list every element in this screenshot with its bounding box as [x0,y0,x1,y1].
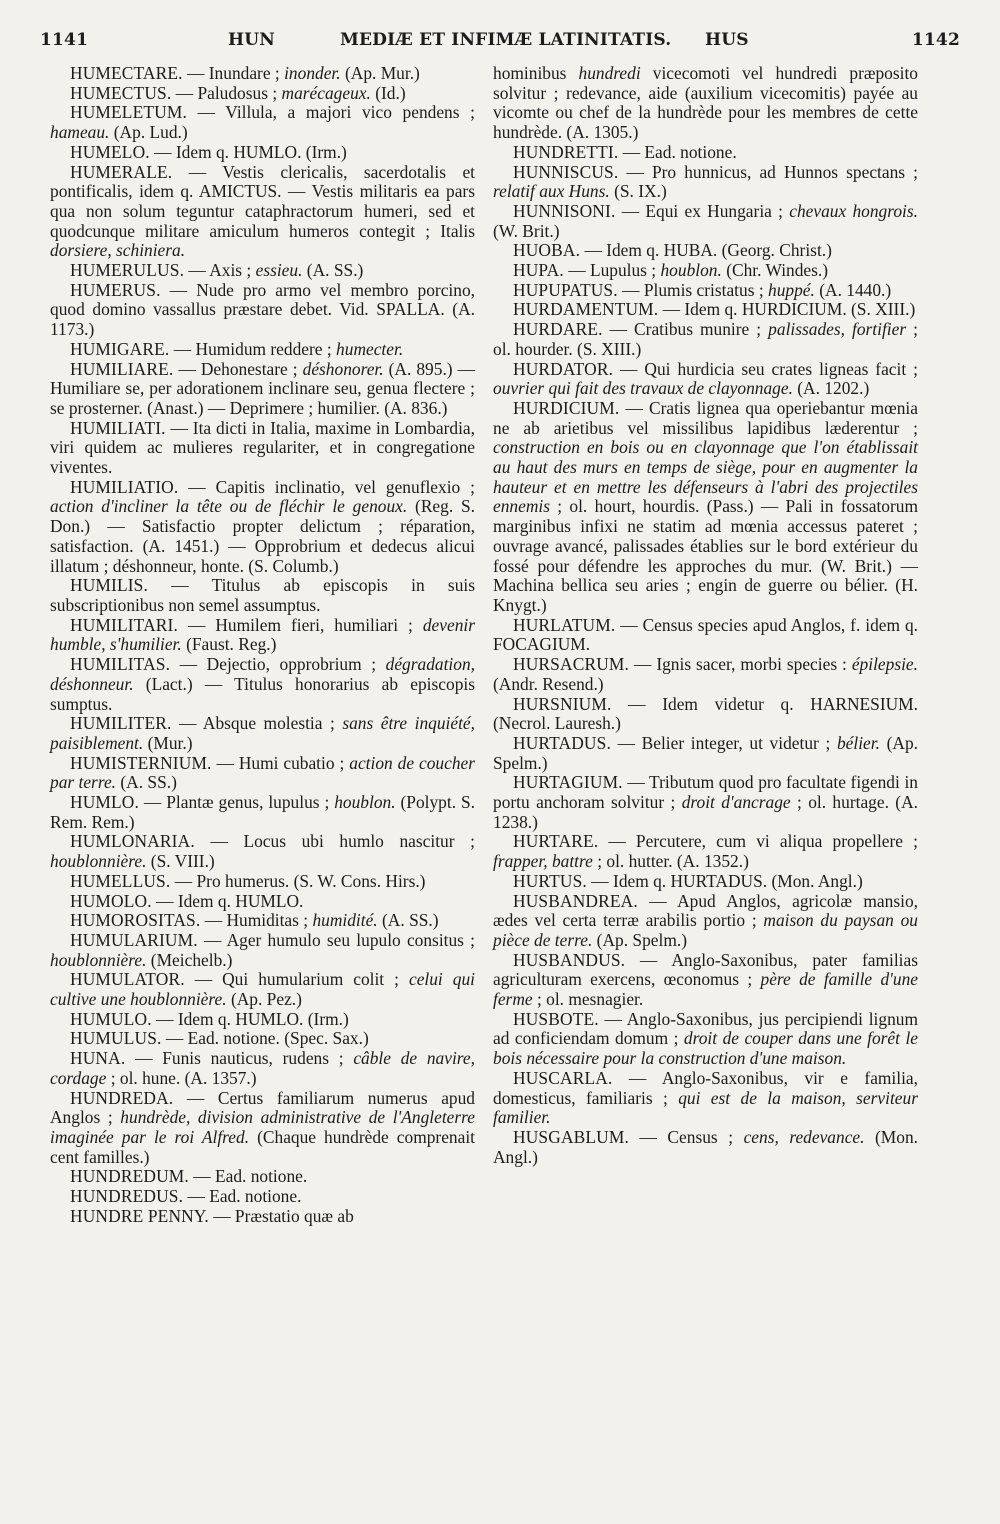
definition: — Percutere, cum vi aliqua propellere ; [598,831,918,852]
source-reference: ; ol. mesnagier. [532,989,644,1010]
dictionary-entry [493,1128,918,1167]
definition: — Paludosus ; [171,82,282,103]
headword: HUMERUS. [70,279,161,300]
french-gloss: épilepsie. [851,654,918,675]
source-reference: (Ap. Mur.) [340,63,420,83]
definition: — Ead. notione. [161,1028,285,1049]
definition: — Idem videtur q. HARNESIUM. [611,693,918,714]
definition: — Ignis sacer, morbi species : [629,654,852,675]
source-reference: (Mon. Angl.) [493,1126,918,1167]
dictionary-entry [50,419,475,478]
definition: — Cratis lignea qua operiebantur mœnia ne ab arietibus vel missilibus lapidibus læderentur ; [493,397,918,438]
french-gloss: humidité. [312,910,378,931]
french-gloss: droit d'ancrage [681,792,791,813]
definition: — Certus familiarum numerus apud Anglos ; [50,1087,475,1128]
source-reference: ; ol. hurtage. (A. 1238.) [493,792,918,832]
dictionary-entry [493,1069,918,1128]
dictionary-entry [50,103,475,142]
french-gloss: qui est de la maison, serviteur familier. [493,1087,918,1128]
headword: HUMOLO. [70,890,152,911]
dictionary-entry [50,478,475,577]
definition: — Qui humularium colit ; [184,969,409,990]
source-reference: (Necrol. Lauresh.) [493,713,621,734]
headword: HUNNISONI. [513,200,616,221]
french-gloss: chevaux hongrois. [789,200,919,221]
definition: — Apud Anglos, agricolæ mansio, ædes vel certa terræ arabilis portio ; [493,890,918,931]
definition: — Equi ex Hungaria ; [615,200,790,221]
headword: HUNDREDUM. [70,1166,189,1187]
dictionary-entry [50,360,475,419]
running-title: MEDIÆ ET INFIMÆ LATINITATIS. [340,30,672,50]
source-reference: (Andr. Resend.) [493,673,604,694]
running-header [40,30,960,58]
source-reference: (Lact.) — Titulus honorarius ab episcopis sumptus. [50,673,475,714]
dictionary-entry [50,754,475,793]
headword: HUNDREDUS. [70,1186,184,1207]
dictionary-entry [493,832,918,871]
source-reference: (S. IX.) [609,181,667,202]
definition: — Dejectio, opprobrium ; [170,654,386,675]
french-gloss: dorsiere, schiniera. [50,240,186,261]
source-reference: (Mur.) [143,732,193,753]
definition: — Ead. notione. [188,1166,308,1187]
dictionary-entry [50,340,475,360]
source-reference: (Ap. Spelm.) [592,929,687,950]
source-reference: (Chr. Windes.) [721,260,829,281]
dictionary-entry [493,202,918,241]
dictionary-entry [50,1207,475,1227]
headword: HUOBA. [513,240,581,261]
source-reference: (S. VIII.) [146,851,215,872]
definition: — Vestis clericalis, sacerdotalis et pontificalis, idem q. AMICTUS. — Vestis militaris ea pars qua non solum teguntur cataphractorum humeri, sed et quodcunque militare amiculum humeros contegit ; Italis [50,161,475,241]
dictionary-entry [493,64,918,143]
headword: HUNDREDA. [70,1087,174,1108]
source-reference: (A. 1440.) [814,279,892,300]
french-gloss: palissades, fortifier [768,319,907,340]
source-reference: (Chaque hundrède comprenait cent familles.) [50,1126,476,1167]
definition: — Nude pro armo vel membro porcino, quod domino vassallus præstare debet. Vid. SPALLA. (A. 1173.) [50,279,475,340]
definition: — Titulus ab episcopis in suis subscriptionibus non semel assumptus. [50,575,475,615]
headword: HURDATOR. [513,358,614,379]
dictionary-entry [493,281,918,301]
headword: HURDICIUM. [513,397,620,418]
headword: HURDARE. [513,319,603,340]
definition: — Inundare ; [182,63,285,83]
dictionary-entry [50,576,475,615]
definition: — Anglo-Saxonibus, vir e familia, domesticus, familiaris ; [493,1067,918,1108]
source-reference: (Ap. Spelm.) [493,732,918,773]
french-gloss: hundredi [578,63,641,83]
french-gloss: houblon. [660,260,722,281]
french-gloss: cens, redevance. [743,1126,865,1147]
dictionary-entry [50,1167,475,1187]
headword: HUMISTERNIUM. [70,752,212,773]
dictionary-entry [493,892,918,951]
definition: — Absque molestia ; [171,713,343,734]
french-gloss: sans être inquiété, paisiblement. [50,713,475,753]
headword: HUMILIS. [70,575,149,596]
definition: — Qui hurdicia seu crates ligneas facit ; [613,358,918,379]
french-gloss: câble de navire, cordage [50,1048,475,1088]
headword: HUMELETUM. [70,102,187,123]
definition: — Dehonestare ; [173,358,303,379]
headword: HUNDRETTI. [513,141,619,162]
headword: HUSBOTE. [513,1008,599,1029]
headword: HUMLO. [70,792,140,813]
right-column [493,64,918,1167]
french-gloss: essieu. [255,260,303,281]
definition: — Tributum quod pro facultate figendi in portu anchoram solvitur ; [493,772,918,813]
definition: — Anglo-Saxonibus, pater familias agriculturam exercens, œconomus ; [493,949,918,990]
headword: HUMECTARE. [70,63,183,83]
definition: — Villula, a majori vico pendens ; [186,102,475,123]
dictionary-entry [50,970,475,1009]
headword: HUSBANDREA. [513,890,638,911]
headword: HUMILIATI. [70,417,166,438]
dictionary-entry [50,1049,475,1088]
headword: HUMIGARE. [70,338,170,359]
definition: — Ead. notione. [183,1186,302,1207]
definition: — Belier integer, ut videtur ; [610,732,837,753]
source-reference: (S. W. Cons. Hirs.) [293,870,426,891]
definition: — Idem q. HUMLO. (Irm.) [149,141,347,162]
french-gloss: hameau. [50,122,110,143]
french-gloss: marécageux. [281,82,371,103]
definition: — Idem q. HURDICIUM. (S. XIII.) [658,299,916,320]
source-reference: (Meichelb.) [146,949,233,970]
source-reference: (Faust. Reg.) [181,634,277,655]
headword: HURDAMENTUM. [513,299,659,320]
headword: HUMULUS. [70,1028,162,1049]
headword: HURTADUS. [513,732,611,753]
dictionary-entry [493,143,918,163]
page-number-left: 1141 [40,30,89,50]
dictionary-entry [493,360,918,399]
french-gloss: déshonorer. [302,358,384,379]
headword: HUSCARLA. [513,1067,613,1088]
definition: — Capitis inclinatio, vel genuflexio ; [178,476,475,497]
definition: — Ead. notione. [618,141,737,162]
dictionary-entry [50,84,475,104]
dictionary-entry [493,320,918,359]
left-column [50,64,475,1226]
definition: — Humilem fieri, humiliari ; [177,614,423,635]
french-gloss: action d'incliner la tête ou de fléchir le genoux. [50,496,408,517]
french-gloss: devenir humble, s'humilier. [50,614,475,655]
definition: — Pro hunnicus, ad Hunnos spectans ; [618,161,918,182]
dictionary-entry [493,773,918,832]
definition: — Idem q. HUBA. (Georg. Christ.) [580,240,832,261]
dictionary-entry [50,1010,475,1030]
definition: — Ager humulo seu lupulo consitus ; [197,929,475,950]
french-gloss: construction en bois ou en clayonnage que l'on établissait au haut des murs en temps de siège, pour en augmenter la hauteur et en mettre les défenseurs à l'abri des projectiles ennemis [493,437,918,517]
definition: — Funis nauticus, rudens ; [125,1048,354,1069]
guide-word-left: HUN [228,30,276,50]
french-gloss: houblon. [334,792,396,813]
french-gloss: bélier. [836,732,880,753]
definition: — Census ; [629,1126,744,1147]
headword: HUMLONARIA. [70,831,195,852]
source-reference: ; ol. hourder. (S. XIII.) [493,319,918,359]
french-gloss: frapper, battre [493,851,593,872]
french-gloss: action de coucher par terre. [50,752,476,793]
source-reference: (Ap. Pez.) [226,989,302,1010]
dictionary-entry [50,714,475,753]
headword: HUNNISCUS. [513,161,619,182]
dictionary-entry [493,399,918,616]
headword: HUMELO. [70,141,150,162]
dictionary-entry [493,241,918,261]
dictionary-entry [50,832,475,871]
dictionary-entry [50,872,475,892]
french-gloss: ouvrier qui fait des travaux de clayonnage. [493,378,793,399]
source-reference: (A. 1202.) [792,378,870,399]
dictionary-entry [493,261,918,281]
headword: HUMILIATIO. [70,476,179,497]
headword: HUNDRE PENNY. [70,1205,209,1226]
dictionary-entry [50,64,475,84]
definition: — Anglo-Saxonibus, jus percipiendi lignum ad conficiendam domum ; [493,1008,918,1049]
dictionary-entry [50,281,475,340]
dictionary-entry [50,892,475,912]
definition: hominibus [493,63,579,83]
source-reference: (Mon. Angl.) [771,870,863,891]
source-reference: (A. SS.) [302,260,364,281]
source-reference: (Spec. Sax.) [284,1028,369,1049]
dictionary-entry [50,1089,475,1168]
dictionary-entry [493,1010,918,1069]
page-number-right: 1142 [911,30,960,50]
source-reference: (Reg. S. Don.) — Satisfactio propter delictum ; réparation, satisfaction. (A. 1451.) — Opprobrium et dedecus alicui illatum ; déshonneur, honte. (S. Columb.) [50,496,476,576]
definition: — Humiditas ; [200,910,313,931]
definition: — Idem q. HURTADUS. [586,870,772,891]
headword: HUSGABLUM. [513,1126,629,1147]
headword: HUMULARIUM. [70,929,198,950]
headword: HUMULATOR. [70,969,185,990]
french-gloss: relatif aux Huns. [493,181,610,202]
dictionary-entry [493,655,918,694]
dictionary-entry [50,655,475,714]
french-gloss: humecter. [336,338,404,359]
headword: HUPA. [513,260,564,281]
headword: HUMELLUS. [70,870,171,891]
headword: HUSBANDUS. [513,949,626,970]
headword: HURTUS. [513,870,587,891]
definition: — Census species apud Anglos, f. idem q. FOCAGIUM. [493,614,918,655]
source-reference: ; ol. hourt, hourdis. (Pass.) — Pali in fossatorum marginibus infixi ne statim ad mœnia accessus pateret ; ouvrage avancé, palissades établies sur le bord extérieur du fossé pour défendre les approches du mur. (W. Brit.) — Machina bellica seu aries ; engin de guerre ou bélier. (H. Knygt.) [493,496,918,615]
headword: HURLATUM. [513,614,616,635]
dictionary-entry [493,300,918,320]
headword: HUNA. [70,1048,126,1069]
dictionary-entry [493,695,918,734]
dictionary-entry [493,163,918,202]
dictionary-entry [50,616,475,655]
dictionary-entry [50,143,475,163]
dictionary-entry [493,872,918,892]
definition: — Axis ; [184,260,256,281]
definition: — Pro humerus. [170,870,294,891]
dictionary-entry [50,261,475,281]
headword: HUMERULUS. [70,260,185,281]
source-reference: (A. SS.) [116,772,177,793]
definition: — Plumis cristatus ; [617,279,769,300]
headword: HUMILITARI. [70,614,178,635]
definition: — Plantæ genus, lupulus ; [139,792,335,813]
french-gloss: père de famille d'une ferme [493,969,918,1010]
source-reference: ; ol. hune. (A. 1357.) [106,1067,257,1088]
headword: HURTARE. [513,831,599,852]
dictionary-entry [50,931,475,970]
source-reference: (W. Brit.) [493,220,560,241]
dictionary-entry [50,1029,475,1049]
headword: HUMOROSITAS. [70,910,201,931]
definition: — Humi cubatio ; [211,752,350,773]
source-reference: (A. SS.) [377,910,439,931]
headword: HURTAGIUM. [513,772,623,793]
dictionary-entry [493,734,918,773]
source-reference: vicecomoti vel hundredi præposito solvitur ; redevance, aide (auxilium vicecomitis) payée au vicomte ou chef de la hundrède pour les membres de cette hundrède. (A. 1305.) [493,63,918,143]
headword: HUMILITER. [70,713,172,734]
source-reference: ; ol. hutter. (A. 1352.) [592,851,749,872]
guide-word-right: HUS [705,30,749,50]
source-reference: (Ap. Lud.) [109,122,188,143]
french-gloss: houblonnière. [50,949,147,970]
source-reference: (A. 895.) — Humiliare se, per adorationem inclinare seu, genua flectere ; se prosterner. (Anast.) — Deprimere ; humilier. (A. 836.) [50,358,475,418]
headword: HUPUPATUS. [513,279,618,300]
french-gloss: dégradation, déshonneur. [50,654,475,694]
dictionary-entry [493,951,918,1010]
headword: HUMILIARE. [70,358,174,379]
dictionary-entry [50,1187,475,1207]
french-gloss: inonder. [284,63,341,83]
definition: — Cratibus munire ; [602,319,769,340]
dictionary-entry [50,163,475,262]
french-gloss: maison du paysan ou pièce de terre. [493,910,918,950]
headword: HURSNIUM. [513,693,612,714]
headword: HURSACRUM. [513,654,630,675]
definition: — Locus ubi humlo nascitur ; [194,831,475,852]
french-gloss: hundrède, division administrative de l'Angleterre imaginée par le roi Alfred. [50,1107,475,1147]
source-reference: (Id.) [370,82,406,103]
french-gloss: droit de couper dans une forêt le bois nécessaire pour la construction d'une maison. [493,1028,918,1069]
french-gloss: celui qui cultive une houblonnière. [50,969,475,1010]
definition: — Idem q. HUMLO. [151,890,304,911]
french-gloss: houblonnière. [50,851,147,872]
source-reference: (Polypt. S. Rem. Rem.) [50,792,475,832]
definition: — Idem q. HUMLO. (Irm.) [151,1008,349,1029]
dictionary-entry [50,793,475,832]
definition: — Præstatio quæ ab [208,1205,354,1226]
dictionary-entry [493,616,918,655]
headword: HUMERALE. [70,161,173,182]
definition: — Lupulus ; [563,260,661,281]
headword: HUMECTUS. [70,82,172,103]
headword: HUMILITAS. [70,654,171,675]
definition: — Ita dicti in Italia, maxime in Lombardia, viri quidem ac mulieres regulariter, et in congregatione viventes. [50,417,475,478]
definition: — Humidum reddere ; [169,338,337,359]
dictionary-entry [50,911,475,931]
french-gloss: huppé. [768,279,815,300]
headword: HUMULO. [70,1008,152,1029]
